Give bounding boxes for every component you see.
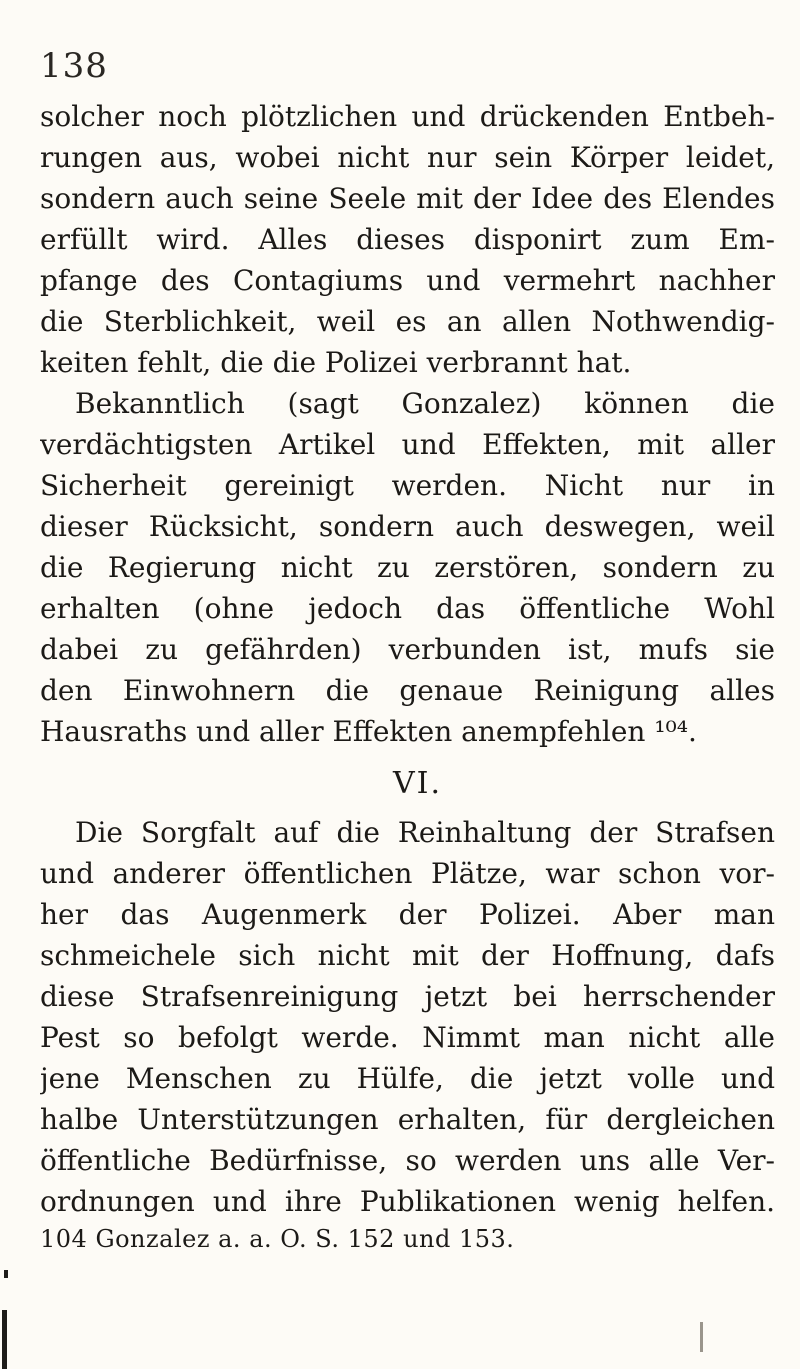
text-line: Die Sorgfalt auf die Reinhaltung der Strafsen (75, 816, 775, 849)
text-line: die Regierung nicht zu zerstören, sondern zu (40, 551, 775, 584)
body-text (40, 96, 775, 1256)
text-line: ordnungen und ihre Publikationen wenig helfen. (40, 1185, 775, 1218)
text-line: halbe Unterstützungen erhalten, für dergleichen (40, 1103, 775, 1136)
text-line: schmeichele sich nicht mit der Hoffnung, dafs (40, 939, 775, 972)
text-line: erhalten (ohne jedoch das öffentliche Wohl (40, 592, 775, 625)
text-line: die Sterblichkeit, weil es an allen Nothwendig- (40, 305, 775, 338)
text-line: pfange des Contagiums und vermehrt nachher (40, 264, 775, 297)
text-line: diese Strafsenreinigung jetzt bei herrschender (40, 980, 775, 1013)
text-line: solcher noch plötzlichen und drückenden Entbeh- (40, 100, 775, 133)
text-line: Hausraths und aller Effekten anempfehlen ¹⁰⁴. (40, 715, 697, 748)
text-line: verdächtigsten Artikel und Effekten, mit aller (40, 428, 775, 461)
scan-artifact (700, 1322, 703, 1352)
text-line: Sicherheit gereinigt werden. Nicht nur in (40, 469, 775, 502)
footnote: 104 Gonzalez a. a. O. S. 152 und 153. (40, 1225, 515, 1253)
text-line: keiten fehlt, die die Polizei verbrannt hat. (40, 346, 632, 379)
text-line: rungen aus, wobei nicht nur sein Körper leidet, (40, 141, 775, 174)
text-line: dabei zu gefährden) verbunden ist, mufs sie (40, 633, 775, 666)
section-heading: VI. (392, 766, 443, 801)
text-line: sondern auch seine Seele mit der Idee des Elendes (40, 182, 775, 215)
scan-artifact (2, 1310, 7, 1369)
text-line: jene Menschen zu Hülfe, die jetzt volle und (40, 1062, 775, 1095)
scan-artifact (4, 1270, 8, 1278)
text-line: und anderer öffentlichen Plätze, war schon vor- (40, 857, 775, 890)
text-line: Bekanntlich (sagt Gonzalez) können die (75, 387, 775, 420)
page-number: 138 (40, 46, 108, 86)
text-line: her das Augenmerk der Polizei. Aber man (40, 898, 775, 931)
text-line: Pest so befolgt werde. Nimmt man nicht alle (40, 1021, 775, 1054)
text-line: dieser Rücksicht, sondern auch deswegen, weil (40, 510, 775, 543)
text-line: öffentliche Bedürfnisse, so werden uns alle Ver- (40, 1144, 775, 1177)
text-line: den Einwohnern die genaue Reinigung alles (40, 674, 775, 707)
text-line: erfüllt wird. Alles dieses disponirt zum Em- (40, 223, 775, 256)
